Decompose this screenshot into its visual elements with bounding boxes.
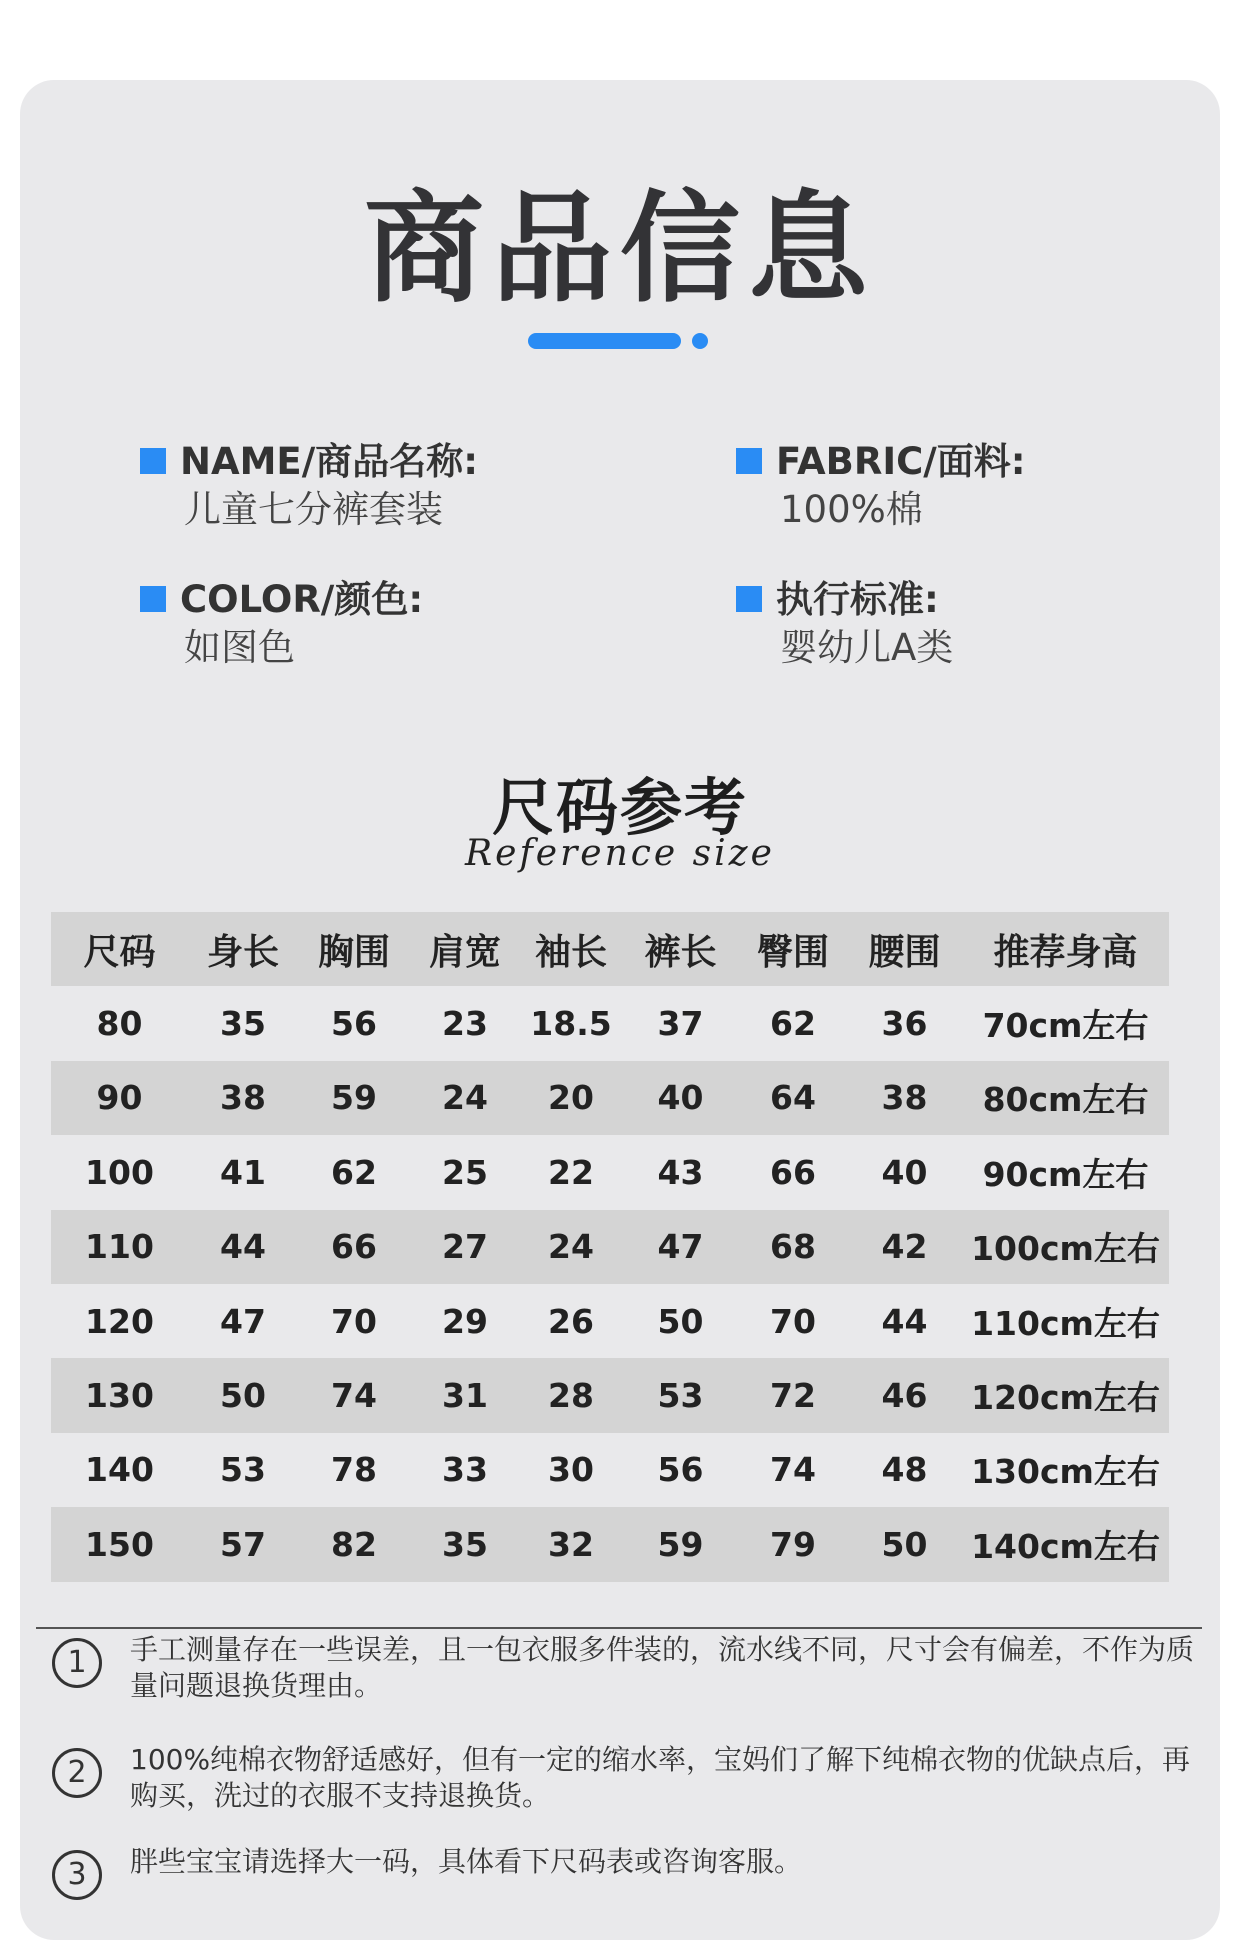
size-section-subtitle: Reference size bbox=[465, 833, 775, 874]
notes-divider bbox=[36, 1627, 1202, 1629]
table-cell: 64 bbox=[770, 1078, 816, 1118]
table-cell: 140 bbox=[85, 1450, 154, 1490]
table-cell: 68 bbox=[770, 1227, 816, 1267]
table-header-cell: 推荐身高 bbox=[993, 931, 1138, 973]
page-title: 商品信息 bbox=[364, 180, 876, 319]
info-name-value: 儿童七分裤套装 bbox=[184, 488, 443, 531]
table-cell: 130 bbox=[85, 1376, 154, 1416]
table-cell: 74 bbox=[770, 1450, 816, 1490]
table-cell: 110 bbox=[85, 1227, 154, 1267]
size-section-title: 尺码参考 bbox=[491, 771, 748, 844]
info-color-value: 如图色 bbox=[184, 626, 295, 669]
table-cell: 150 bbox=[85, 1524, 154, 1564]
table-cell: 24 bbox=[442, 1078, 488, 1118]
table-cell: 47 bbox=[657, 1227, 704, 1267]
table-cell: 74 bbox=[331, 1376, 377, 1416]
table-row bbox=[51, 1061, 1169, 1135]
table-cell: 33 bbox=[442, 1450, 488, 1490]
square-bullet-icon bbox=[736, 586, 762, 612]
table-cell: 140cm左右 bbox=[971, 1526, 1160, 1566]
info-standard-label: 执行标准: bbox=[776, 578, 939, 621]
square-bullet-icon bbox=[736, 448, 762, 474]
circled-number-icon: 2 bbox=[52, 1748, 102, 1798]
table-header-cell: 臀围 bbox=[756, 931, 829, 973]
table-cell: 66 bbox=[770, 1152, 816, 1192]
table-cell: 59 bbox=[331, 1078, 377, 1118]
table-row bbox=[51, 1284, 1169, 1358]
info-name-label: NAME/商品名称: bbox=[180, 440, 479, 483]
table-cell: 79 bbox=[770, 1524, 816, 1564]
table-cell: 44 bbox=[220, 1227, 266, 1267]
table-cell: 82 bbox=[331, 1524, 377, 1564]
table-cell: 23 bbox=[442, 1004, 488, 1044]
table-header-cell: 身长 bbox=[206, 931, 279, 973]
table-cell: 50 bbox=[657, 1301, 704, 1341]
table-cell: 50 bbox=[220, 1376, 266, 1416]
table-cell: 35 bbox=[220, 1004, 266, 1044]
table-cell: 38 bbox=[881, 1078, 928, 1118]
table-cell: 72 bbox=[770, 1376, 816, 1416]
table-cell: 110cm左右 bbox=[971, 1303, 1160, 1343]
table-cell: 130cm左右 bbox=[971, 1452, 1160, 1492]
table-cell: 90cm左右 bbox=[982, 1154, 1149, 1194]
table-cell: 80cm左右 bbox=[982, 1080, 1149, 1120]
table-cell: 32 bbox=[548, 1524, 594, 1564]
table-cell: 70 bbox=[770, 1301, 816, 1341]
table-cell: 27 bbox=[442, 1227, 488, 1267]
table-header-cell: 袖长 bbox=[534, 931, 607, 973]
circled-number-icon: 1 bbox=[52, 1638, 102, 1688]
table-cell: 20 bbox=[548, 1078, 594, 1118]
table-cell: 24 bbox=[548, 1227, 594, 1267]
table-cell: 47 bbox=[220, 1301, 266, 1341]
table-header-cell: 尺码 bbox=[83, 931, 156, 973]
table-cell: 22 bbox=[548, 1152, 594, 1192]
note-text: 手工测量存在一些误差，且一包衣服多件装的，流水线不同，尺寸会有偏差，不作为质量问题退换货理由。 bbox=[130, 1633, 1195, 1702]
table-cell: 18.5 bbox=[530, 1004, 612, 1044]
table-cell: 48 bbox=[881, 1450, 928, 1490]
table-cell: 53 bbox=[657, 1376, 704, 1416]
table-header-row bbox=[51, 912, 1169, 986]
table-cell: 53 bbox=[220, 1450, 266, 1490]
info-fabric-label: FABRIC/面料: bbox=[776, 440, 1026, 483]
title-underline-dot bbox=[692, 333, 708, 349]
table-cell: 78 bbox=[331, 1450, 377, 1490]
table-cell: 50 bbox=[881, 1524, 928, 1564]
table-row bbox=[51, 1210, 1169, 1284]
table-cell: 43 bbox=[657, 1152, 704, 1192]
square-bullet-icon bbox=[140, 586, 166, 612]
table-cell: 28 bbox=[548, 1376, 594, 1416]
table-row bbox=[51, 1135, 1169, 1209]
table-cell: 56 bbox=[657, 1450, 704, 1490]
table-cell: 100cm左右 bbox=[971, 1229, 1160, 1269]
table-cell: 31 bbox=[442, 1376, 488, 1416]
table-row bbox=[51, 1358, 1169, 1432]
square-bullet-icon bbox=[140, 448, 166, 474]
table-cell: 62 bbox=[331, 1152, 377, 1192]
table-cell: 100 bbox=[85, 1152, 154, 1192]
table-cell: 37 bbox=[657, 1004, 704, 1044]
table-cell: 36 bbox=[881, 1004, 928, 1044]
table-row bbox=[51, 1433, 1169, 1507]
table-cell: 120cm左右 bbox=[971, 1378, 1160, 1418]
table-header-cell: 肩宽 bbox=[428, 931, 501, 973]
info-fabric-value: 100%棉 bbox=[780, 488, 923, 531]
circled-number-icon: 3 bbox=[52, 1850, 102, 1900]
table-cell: 29 bbox=[442, 1301, 488, 1341]
table-header-cell: 裤长 bbox=[644, 931, 717, 973]
table-row bbox=[51, 986, 1169, 1060]
table-cell: 46 bbox=[881, 1376, 928, 1416]
table-cell: 120 bbox=[85, 1301, 154, 1341]
table-cell: 70cm左右 bbox=[982, 1006, 1149, 1046]
table-cell: 59 bbox=[657, 1524, 704, 1564]
table-cell: 62 bbox=[770, 1004, 816, 1044]
table-cell: 35 bbox=[442, 1524, 488, 1564]
table-cell: 40 bbox=[657, 1078, 704, 1118]
table-cell: 70 bbox=[331, 1301, 377, 1341]
table-cell: 30 bbox=[548, 1450, 594, 1490]
table-cell: 38 bbox=[220, 1078, 266, 1118]
note-text: 100%纯棉衣物舒适感好，但有一定的缩水率，宝妈们了解下纯棉衣物的优缺点后，再购买，洗过的衣服不支持退换货。 bbox=[130, 1743, 1191, 1812]
table-cell: 56 bbox=[331, 1004, 377, 1044]
table-cell: 66 bbox=[331, 1227, 377, 1267]
table-cell: 25 bbox=[442, 1152, 488, 1192]
title-underline-bar bbox=[528, 333, 681, 349]
table-cell: 57 bbox=[220, 1524, 266, 1564]
size-table bbox=[51, 912, 1169, 1582]
note-text: 胖些宝宝请选择大一码，具体看下尺码表或咨询客服。 bbox=[130, 1845, 803, 1878]
table-cell: 26 bbox=[548, 1301, 594, 1341]
table-cell: 80 bbox=[96, 1004, 143, 1044]
table-cell: 42 bbox=[881, 1227, 928, 1267]
table-cell: 44 bbox=[881, 1301, 928, 1341]
table-row bbox=[51, 1507, 1169, 1581]
table-header-cell: 胸围 bbox=[317, 931, 390, 973]
info-standard-value: 婴幼儿A类 bbox=[780, 626, 954, 669]
table-cell: 40 bbox=[881, 1152, 928, 1192]
info-color-label: COLOR/颜色: bbox=[180, 578, 424, 621]
table-cell: 90 bbox=[96, 1078, 143, 1118]
table-cell: 41 bbox=[220, 1152, 266, 1192]
table-header-cell: 腰围 bbox=[868, 931, 941, 973]
